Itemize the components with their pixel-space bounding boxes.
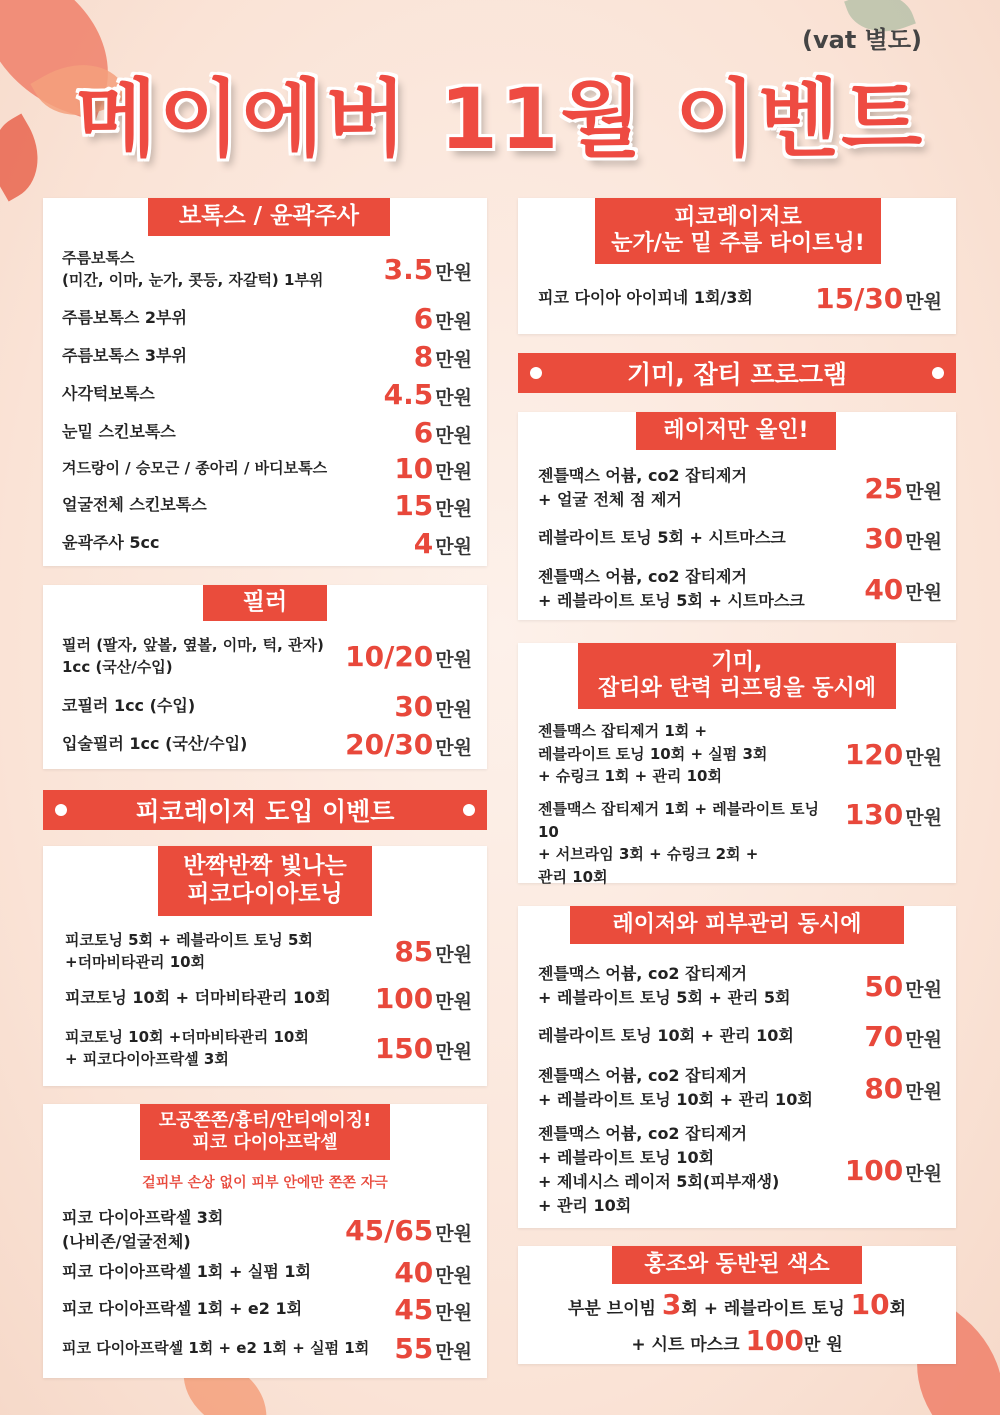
lifting-section-title: 기미, 잡티와 탄력 리프팅을 동시에: [578, 643, 896, 709]
pico-fraxel-section-title: 모공쫀쫀/흉터/안티에이징! 피코 다이아프락셀: [140, 1104, 390, 1160]
redness-line-1: 부분 브이빔 3회 + 레블라이트 토닝 10회: [567, 1288, 907, 1321]
menu-item: 젠틀맥스 어븀, co2 잡티제거 + 레블라이트 토닝 5회 + 시트마스크 40 만원: [538, 567, 942, 610]
menu-item: 피코 다이아프락셀 1회 + 실펌 1회 40 만원: [62, 1255, 472, 1289]
menu-item: 주름보톡스 (미간, 이마, 눈가, 콧등, 자갈턱) 1부위 3.5 만원: [62, 248, 472, 289]
menu-item: 피코 다이아프락셀 3회 (나비존/얼굴전체) 45/65 만원: [62, 1208, 472, 1251]
menu-item: 피코토닝 10회 + 더마비타관리 10회 100 만원: [65, 981, 472, 1015]
menu-item: 피코 다이아프락셀 1회 + e2 1회 45 만원: [62, 1292, 472, 1326]
menu-item: 윤곽주사 5cc 4 만원: [62, 526, 472, 560]
laser-only-section-title: 레이저만 올인!: [636, 412, 836, 450]
menu-item: 주름보톡스 2부위 6 만원: [62, 301, 472, 335]
menu-item: 주름보톡스 3부위 8 만원: [62, 339, 472, 373]
menu-item: 젠틀맥스 어븀, co2 잡티제거 + 얼굴 전체 점 제거 25 만원: [538, 466, 942, 509]
menu-item: 입술필러 1cc (국산/수입) 20/30 만원: [62, 727, 472, 761]
menu-item: 젠틀맥스 어븀, co2 잡티제거 + 레블라이트 토닝 5회 + 관리 5회 50 만원: [538, 964, 942, 1007]
banner-dot: [463, 804, 475, 816]
menu-item: 코필러 1cc (수입) 30 만원: [62, 689, 472, 723]
pico-fraxel-subtitle: 겉피부 손상 없이 피부 안에만 쫀쫀 자극: [142, 1175, 388, 1191]
redness-section-title: 홍조와 동반된 색소: [612, 1246, 862, 1284]
menu-item: 피코 다이아 아이피네 1회/3회 15/30 만원: [538, 281, 942, 315]
menu-item: 젠틀맥스 잡티제거 1회 + 레블라이트 토닝 10 + 서브라임 3회 + 슈링크 2회 + 관리 10회 130 만원: [538, 798, 942, 886]
menu-item: 사각턱보톡스 4.5 만원: [62, 377, 472, 411]
menu-item: 레블라이트 토닝 5회 + 시트마스크 30 만원: [538, 521, 942, 555]
banner-dot: [530, 367, 542, 379]
filler-section-title: 필러: [203, 585, 327, 621]
menu-item: 피코토닝 10회 +더마비타관리 10회 + 피코다이아프락셀 3회 150 만원: [65, 1027, 472, 1068]
vat-note: (vat 별도): [802, 26, 922, 54]
botox-section-title: 보톡스 / 윤곽주사: [148, 198, 390, 236]
pico-eye-section-title: 피코레이저로 눈가/눈 밑 주름 타이트닝!: [595, 198, 881, 264]
menu-item: 젠틀맥스 어븀, co2 잡티제거 + 레블라이트 토닝 10회 + 제네시스 레이저 5회(피부재생) + 관리 10회 100 만원: [538, 1124, 942, 1215]
pico-toning-section-title: 반짝반짝 빛나는 피코다이아토닝: [158, 846, 372, 916]
menu-item: 젠틀맥스 잡티제거 1회 + 레블라이트 토닝 10회 + 실펌 3회 + 슈링크 1회 + 관리 10회 120 만원: [538, 722, 942, 786]
menu-item: 피코 다이아프락셀 1회 + e2 1회 + 실펌 1회 55 만원: [62, 1331, 472, 1365]
menu-item: 얼굴전체 스킨보톡스 15 만원: [62, 488, 472, 522]
pico-intro-banner: 피코레이저 도입 이벤트: [43, 790, 487, 830]
banner-dot: [932, 367, 944, 379]
menu-item: 피코토닝 5회 + 레블라이트 토닝 5회 +더마비타관리 10회 85 만원: [65, 930, 472, 971]
menu-item: 레블라이트 토닝 10회 + 관리 10회 70 만원: [538, 1019, 942, 1053]
menu-item: 필러 (팔자, 앞볼, 옆볼, 이마, 턱, 관자) 1cc (국산/수입) 10/20 만원: [62, 635, 472, 676]
laser-care-section-title: 레이저와 피부관리 동시에: [570, 906, 904, 944]
menu-item: 젠틀맥스 어븀, co2 잡티제거 + 레블라이트 토닝 10회 + 관리 10회 80 만원: [538, 1066, 942, 1109]
menu-item: 겨드랑이 / 승모근 / 종아리 / 바디보톡스 10 만원: [62, 451, 472, 485]
menu-item: 눈밑 스킨보톡스 6 만원: [62, 415, 472, 449]
pigment-program-banner: 기미, 잡티 프로그램: [518, 353, 956, 393]
banner-dot: [55, 804, 67, 816]
page-title: 메이에버 11월 이벤트: [75, 70, 925, 168]
redness-line-2: + 시트 마스크 100만 원: [631, 1324, 843, 1357]
